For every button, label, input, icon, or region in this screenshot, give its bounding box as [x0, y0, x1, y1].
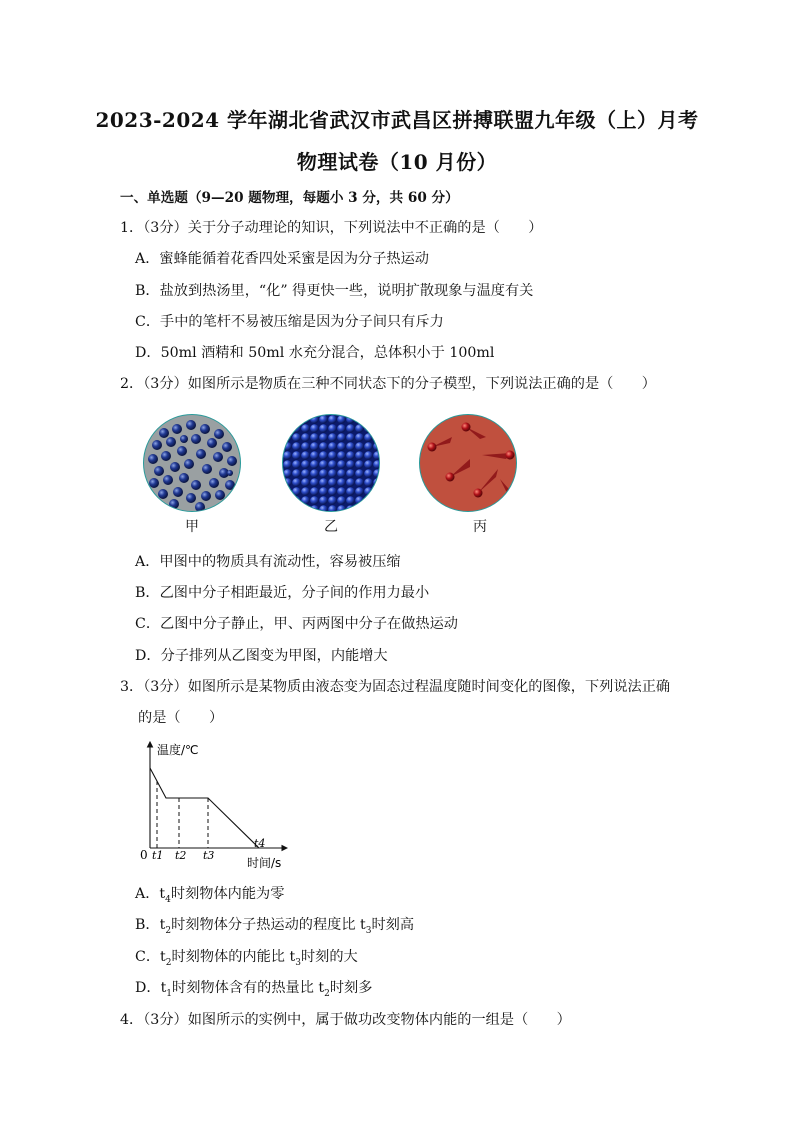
q3-b-sub2: 3	[365, 925, 372, 936]
q3-b-text-mid: 时刻物体分子热运动的程度比 t	[171, 917, 366, 933]
temperature-time-graph	[135, 738, 295, 870]
question-3-stem-line1: 3．（3分）如图所示是某物质由液态变为固态过程温度随时间变化的图像，下列说法正确	[120, 679, 671, 695]
question-4-stem: 4．（3分）如图所示的实例中，属于做功改变物体内能的一组是（ ）	[120, 1012, 571, 1028]
molecule-model-yi	[282, 414, 380, 512]
q3-c-text-mid: 时刻物体的内能比 t	[171, 949, 296, 965]
q3-option-a	[135, 883, 284, 905]
exam-title-line2: 物理试卷（10 月份）	[296, 150, 498, 174]
figure-label-jia: 甲	[185, 519, 199, 535]
q3-d-text: D．t	[135, 980, 167, 996]
figure-label-yi: 乙	[324, 519, 338, 535]
q3-option-c	[135, 946, 358, 968]
q3-d-text-mid: 时刻物体含有的热量比 t	[172, 980, 325, 996]
q2-option-b: B．乙图中分子相距最近，分子间的作用力最小	[135, 585, 430, 601]
q3-option-b	[135, 914, 414, 936]
q3-d-text-end: 时刻多	[329, 980, 373, 996]
q3-option-d	[135, 977, 372, 999]
tick-t2: t2	[175, 849, 187, 862]
q1-option-d: D．50ml 酒精和 50ml 水充分混合，总体积小于 100ml	[135, 345, 495, 361]
x-axis-label: 时间/s	[247, 856, 282, 870]
q3-a-text: A．t	[135, 886, 166, 902]
q3-d-sub: 1	[166, 988, 172, 999]
cooling-curve	[150, 768, 259, 848]
figure-label-bing: 丙	[473, 519, 487, 535]
q3-c-text: C．t	[135, 949, 166, 965]
y-axis-label: 温度/℃	[157, 743, 199, 757]
gas-molecules-image	[420, 415, 516, 511]
q3-c-sub2: 3	[295, 957, 301, 968]
question-2-stem: 2．（3分）如图所示是物质在三种不同状态下的分子模型，下列说法正确的是（ ）	[120, 376, 656, 392]
liquid-molecules-image	[144, 415, 240, 511]
q3-a-sub: 4	[165, 894, 171, 905]
molecule-model-bing	[419, 414, 517, 512]
question-1-stem: 1．（3分）关于分子动理论的知识，下列说法中不正确的是（ ）	[120, 220, 543, 236]
q1-option-b: B．盐放到热汤里，“化” 得更快一些，说明扩散现象与温度有关	[135, 283, 534, 299]
q3-c-sub: 2	[165, 957, 172, 968]
q3-b-text: B．t	[135, 917, 166, 933]
tick-t1: t1	[152, 849, 164, 862]
q2-option-c: C．乙图中分子静止，甲、丙两图中分子在做热运动	[135, 616, 458, 632]
origin-label: 0	[140, 848, 148, 862]
tick-t3: t3	[203, 849, 215, 862]
q1-option-a: A．蜜蜂能循着花香四处采蜜是因为分子热运动	[135, 251, 429, 267]
q1-option-c: C．手中的笔杆不易被压缩是因为分子间只有斥力	[135, 314, 444, 330]
q3-a-text-end: 时刻物体内能为零	[170, 886, 285, 902]
q2-option-a: A．甲图中的物质具有流动性，容易被压缩	[135, 554, 401, 570]
tick-t4: t4	[254, 837, 266, 850]
q3-c-text-end: 时刻的大	[300, 949, 358, 965]
q3-b-text-end: 时刻高	[371, 917, 415, 933]
exam-title-line1: 2023-2024 学年湖北省武汉市武昌区拼搏联盟九年级（上）月考	[95, 108, 699, 132]
molecule-model-jia	[143, 414, 241, 512]
section-heading: 一、单选题（9—20 题物理，每题小 3 分，共 60 分）	[120, 190, 459, 206]
solid-molecules-image	[283, 415, 379, 511]
q3-b-sub: 2	[165, 925, 172, 936]
q3-d-sub2: 2	[324, 988, 330, 999]
q2-option-d: D．分子排列从乙图变为甲图，内能增大	[135, 648, 388, 664]
question-3-stem-line2: 的是（ ）	[138, 710, 224, 726]
